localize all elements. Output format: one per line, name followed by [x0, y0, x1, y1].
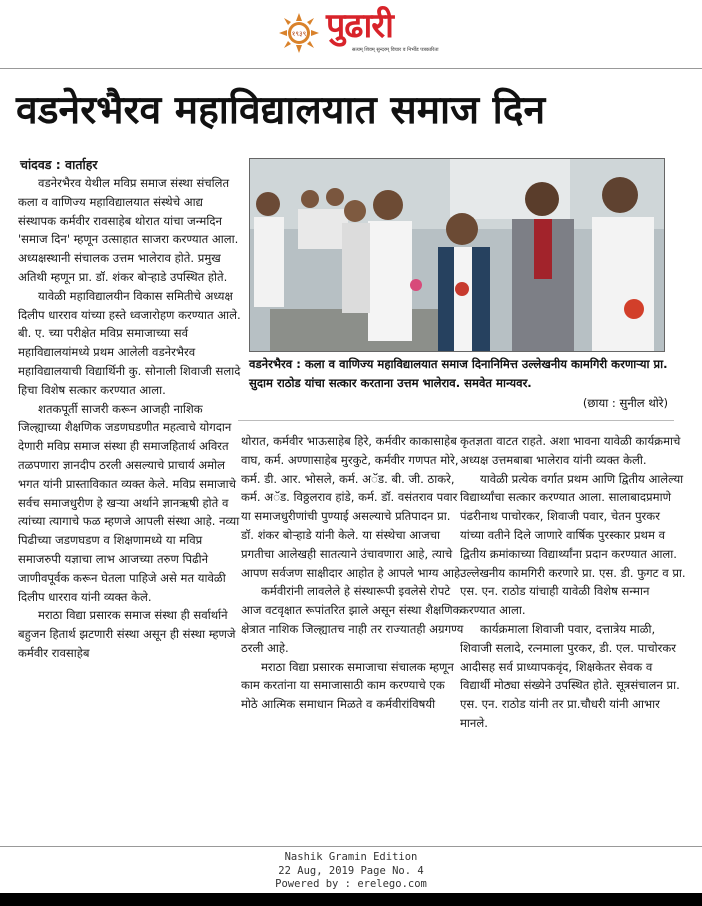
photo-caption: वडनेरभैरव : कला व वाणिज्य महाविद्यालयात समाज दिनानिमित्त उल्लेखनीय कामगिरी करणाऱ्या प्रा. सुदाम राठोड यांचा सत्कार करताना उत्तम भालेराव. समवेत मान्यवर.: [249, 357, 668, 390]
event-photo: [249, 158, 665, 352]
paragraph: यावेळी प्रत्येक वर्गात प्रथम आणि द्वितीय आलेल्या विद्यार्थ्यांचा सत्कार करण्यात आला. सालाबादप्रमाणे पंढरीनाथ पाचोरकर, शिवाजी पवार, चेतन पुरकर यांच्या वतीने दिले जाणारे वार्षिक पुरस्कार प्रथम व द्वितीय क्रमांकाच्या विद्यार्थ्यांना प्रदान करण्यात आला. उल्लेखनीय कामगिरी करणारे प्रा. एस. डी. फुगट व प्रा. एस. एन. राठोड यांचाही यावेळी विशेष सन्मान करण्यात आला.: [460, 471, 686, 618]
paragraph: मराठा विद्या प्रसारक समाजाचा संचालक म्हणून काम करतांना या समाजासाठी काम करण्याचे एक मोठे आत्मिक समाधान मिळते व कर्मवीरांविषयी: [241, 659, 454, 712]
newspaper-logo: पुढारी: [326, 6, 393, 46]
paragraph: कर्मवीरांनी लावलेले हे संस्थारूपी इवलेसे रोपटे आज वटवृक्षात रूपांतरित झाले असून संस्था शैक्षणिक क्षेत्रात नाशिक जिल्ह्यातच नाही तर राज्यातही अग्रगण्य ठरली आहे.: [241, 584, 464, 655]
paragraph: कार्यक्रमाला शिवाजी पवार, दत्तात्रेय माळी, शिवाजी सलादे, रत्नमाला पुरकर, डी. एल. पाचोरकर आदीसह सर्व प्राध्यापकवृंद, शिक्षकेतर सेवक व विद्यार्थी मोठ्या संख्येने उपस्थित होते. सूत्रसंचालन प्रा. एस. एन. राठोड यांनी तर प्रा.चौधरी यांनी आभार मानले.: [460, 621, 680, 730]
article-headline: वडनेरभैरव महाविद्यालयात समाज दिन: [16, 88, 546, 133]
photo-credit: (छाया : सुनील थोरे): [582, 396, 668, 410]
footer-bar: [0, 893, 702, 906]
paragraph: शतकपूर्ती साजरी करून आजही नाशिक जिल्ह्याच्या शैक्षणिक जडणघडणीत महत्वाचे योगदान देणारी मविप्र समाज संस्था ही समाजहितार्थ अविरत तळपणारा ज्ञानदीप ठरली असल्याचे प्राचार्य अमोल भगत यांनी प्रास्ताविकात व्यक्त केले. मविप्र समाजाचे सर्वच समाजधुरीण हे खऱ्या अर्थाने ज्ञानऋषी होते व त्यांच्या त्यागाचे फळ म्हणजे आपली संस्था आहे. नव्या पिढीच्या जडणघडण व शिक्षणामध्ये या मविप्र समाजरुपी यज्ञाचा लाभ आजच्या तरुण पिढीने जाणीवपूर्वक करून घेतला पाहिजे असे मत यावेळी दिलीप धारराव यांनी व्यक्त केले.: [18, 401, 240, 604]
article-column-3: [460, 432, 686, 733]
sun-emblem-icon: [278, 12, 320, 54]
article-column-2: [241, 432, 465, 714]
footer-divider: [0, 846, 702, 847]
caption-divider: [238, 420, 674, 421]
edition-date-page: 22 Aug, 2019 Page No. 4: [278, 864, 424, 877]
masthead-divider: [0, 68, 702, 69]
paragraph: कृतज्ञता वाटत राहते. अशा भावना यावेळी कार्यक्रमाचे अध्यक्ष उत्तमबाबा भालेराव यांनी व्यक्त केली.: [460, 434, 681, 467]
emblem-year: १९३९: [291, 30, 307, 38]
logo-tagline: सत्यम् शिवम् सुन्दरम् विचार व निर्भीड पत्रकारिता: [352, 47, 439, 53]
article-column-1: [18, 174, 242, 663]
paragraph: थोरात, कर्मवीर भाऊसाहेब हिरे, कर्मवीर काकासाहेब वाघ, कर्म. अण्णासाहेब मुरकुटे, कर्मवीर गणपत मोरे, कर्म. डी. आर. भोसले, कर्म. अॅड. बी. जी. ठाकरे, कर्म. अॅड. विठ्ठलराव हांडे, कर्म. डॉ. वसंतराव पवार या समाजधुरीणांची पुण्याई असल्याचे प्रतिपादन प्रा. डॉ. शंकर बोऱ्हाडे यांनी केले. या संस्थेचा आजचा प्रगतीचा आलेखही सातत्याने उंचावणारा आहे, त्याचे आपण सर्वजण साक्षीदार आहोत हे आपले भाग्य आहे.: [241, 434, 464, 580]
paragraph: यावेळी महाविद्यालयीन विकास समितीचे अध्यक्ष दिलीप धारराव यांच्या हस्ते ध्वजारोहण करण्यात आले. बी. ए. च्या परीक्षेत मविप्र समाजाच्या सर्व महाविद्यालयांमध्ये प्रथम आलेली वडनेरभैरव महाविद्यालयाची विद्यार्थिनी कु. सोनाली शिवाजी सलादे हिचा विशेष सत्कार करण्यात आला.: [18, 288, 241, 397]
article-byline: चांदवड : वार्ताहर: [20, 157, 98, 172]
masthead: [0, 0, 702, 66]
edition-name: Nashik Gramin Edition: [284, 851, 418, 863]
paragraph: मराठा विद्या प्रसारक समाज संस्था ही सर्वार्थाने बहुजन हितार्थ झटणारी संस्था असून ही संस्था म्हणजे कर्मवीर रावसाहेब: [18, 608, 236, 660]
paragraph: वडनेरभैरव येथील मविप्र समाज संस्था संचलित कला व वाणिज्य महाविद्यालयात संस्थेचे आद्य संस्थापक कर्मवीर रावसाहेब थोरात यांचा जन्मदिन 'समाज दिन' म्हणून उत्साहात साजरा करण्यात आला. अध्यक्षस्थानी संचालक उत्तम भालेराव होते. प्रमुख अतिथी म्हणून प्रा. डॉ. शंकर बोऱ्हाडे उपस्थित होते.: [18, 176, 239, 284]
edition-footer: [0, 851, 702, 892]
event-photo-illustration: [250, 159, 664, 351]
powered-by-link[interactable]: Powered by : erelego.com: [275, 878, 427, 890]
